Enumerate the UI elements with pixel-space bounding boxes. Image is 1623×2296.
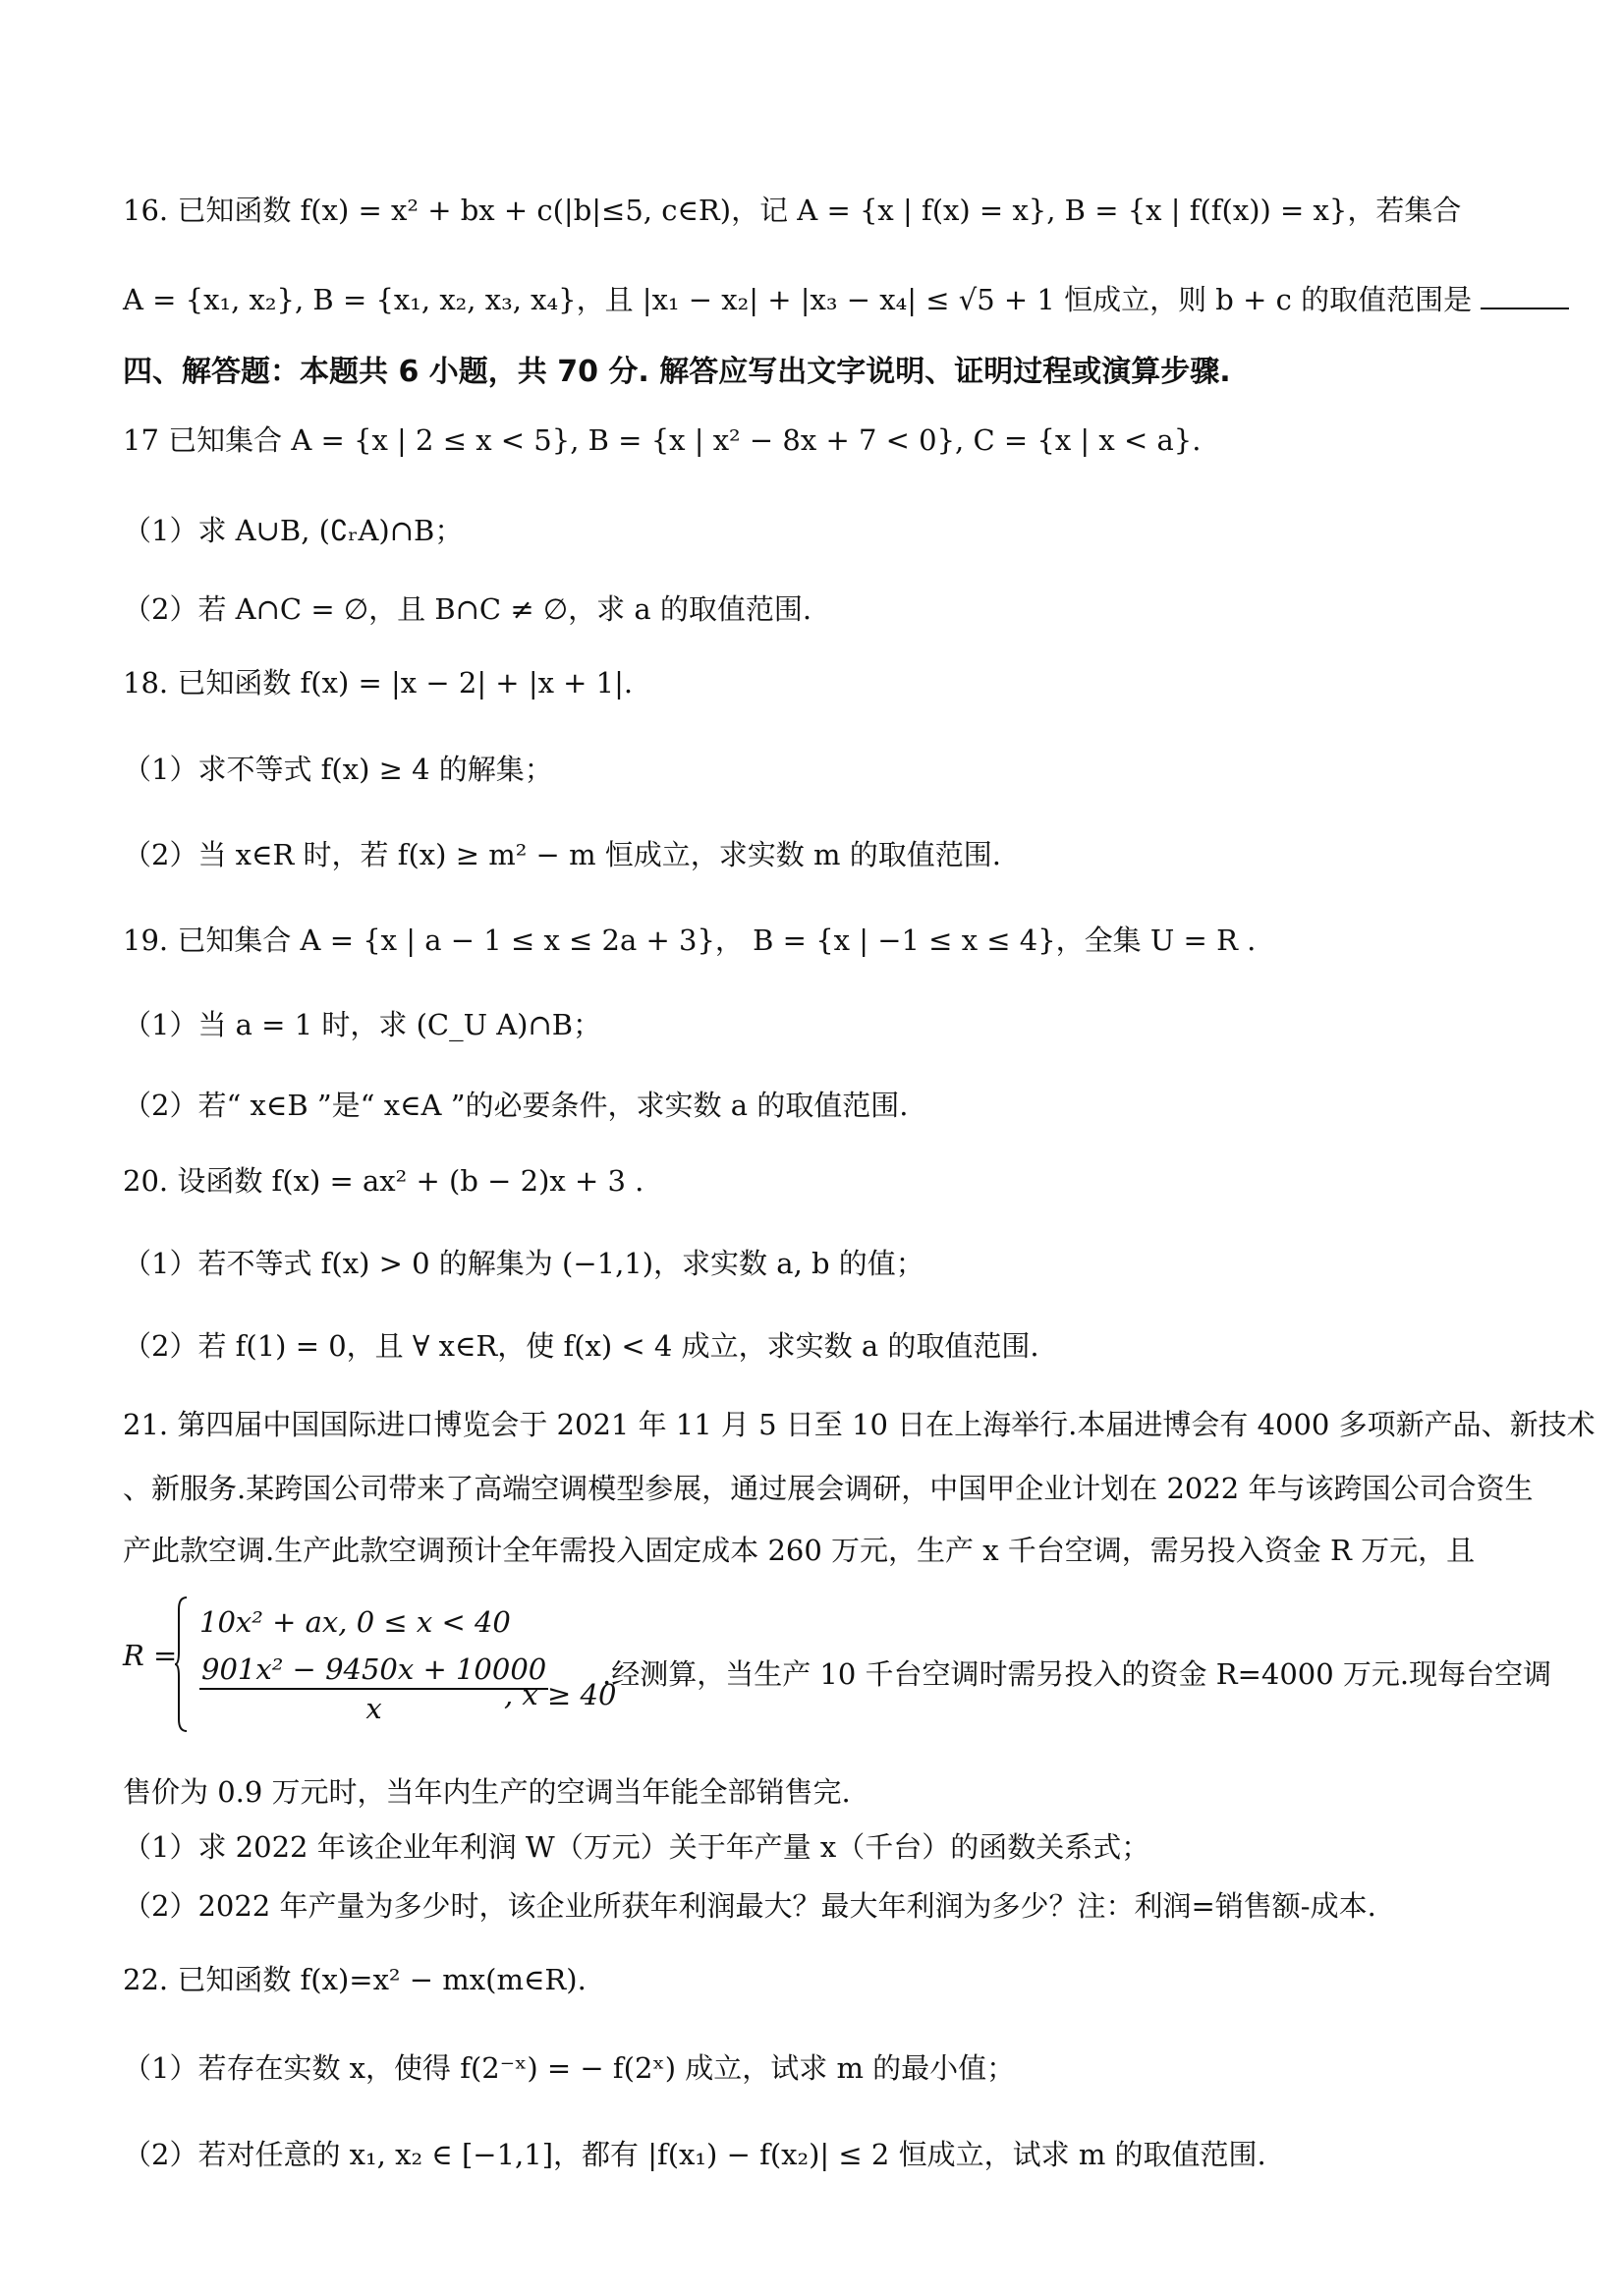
piecewise-case1: 10x² + ax, 0 ≤ x < 40 [199,1605,511,1639]
fraction-denominator: x [365,1692,382,1725]
left-brace-icon [174,1596,188,1733]
q19-part2: （2）若“ x∈B ”是“ x∈A ”的必要条件，求实数 a 的取值范围. [123,1089,909,1122]
q21-part1: （1）求 2022 年该企业年利润 W（万元）关于年产量 x（千台）的函数关系式； [123,1830,1150,1864]
fraction [199,1652,548,1725]
q21-part2: （2）2022 年产量为多少时，该企业所获年利润最大？最大年利润为多少？注：利润=销售额-成本. [123,1889,1376,1923]
q18-part2: （2）当 x∈R 时，若 f(x) ≥ m² − m 恒成立，求实数 m 的取值范围. [123,838,1001,871]
q16-line2 [123,280,1518,319]
q21-line2: 、新服务.某跨国公司带来了高端空调模型参展，通过展会调研，中国甲企业计划在 2022 年与该跨国公司合资生 [123,1472,1534,1505]
piecewise-formula [123,1592,1552,1739]
q17-part2: （2）若 A∩C = ∅，且 B∩C ≠ ∅，求 a 的取值范围. [123,592,812,626]
q22-stem: 22. 已知函数 f(x)=x² − mx(m∈R). [123,1963,587,1996]
q18-part1: （1）求不等式 f(x) ≥ 4 的解集； [123,753,553,786]
q21-line4: 售价为 0.9 万元时，当年内生产的空调当年能全部销售完. [123,1775,851,1809]
q16-line1: 16. 已知函数 f(x) = x² + bx + c(|b|≤5, c∈R)，记 A = {x | f(x) = x}, B = {x | f(f(x)) = x}，若集合 [123,194,1462,227]
q19-stem: 19. 已知集合 A = {x | a − 1 ≤ x ≤ 2a + 3}， B = {x | −1 ≤ x ≤ 4}，全集 U = R . [123,924,1257,957]
q22-part2: （2）若对任意的 x₁, x₂ ∈ [−1,1]，都有 |f(x₁) − f(x₂)| ≤ 2 恒成立，试求 m 的取值范围. [123,2138,1266,2171]
piecewise-case2-condition: , x ≥ 40 [504,1678,617,1711]
q22-part1: （1）若存在实数 x，使得 f(2⁻ˣ) = − f(2ˣ) 成立，试求 m 的最小值； [123,2051,1016,2085]
q20-part2: （2）若 f(1) = 0，且 ∀ x∈R，使 f(x) < 4 成立，求实数 a 的取值范围. [123,1329,1039,1363]
q20-part1: （1）若不等式 f(x) > 0 的解集为 (−1,1)，求实数 a, b 的值； [123,1247,924,1280]
q21-after-formula: .经测算，当生产 10 千台空调时需另投入的资金 R=4000 万元.现每台空调 [602,1657,1552,1691]
q18-stem: 18. 已知函数 f(x) = |x − 2| + |x + 1|. [123,666,634,700]
q20-stem: 20. 设函数 f(x) = ax² + (b − 2)x + 3 . [123,1164,644,1198]
q19-part1: （1）当 a = 1 时，求 (C_U A)∩B； [123,1008,602,1041]
piecewise-label: R = [123,1639,178,1672]
q16-line2-text: A = {x₁, x₂}, B = {x₁, x₂, x₃, x₄}，且 |x₁ − x₂| + |x₃ − x₄| ≤ √5 + 1 恒成立，则 b + c 的取值范围是 [123,283,1473,316]
piecewise-case2 [199,1652,548,1725]
q21-line1: 21. 第四届中国国际进口博览会于 2021 年 11 月 5 日至 10 日在上海举行.本届进博会有 4000 多项新产品、新技术 [123,1408,1595,1441]
fraction-numerator: 901x² − 9450x + 10000 [199,1652,548,1690]
answer-blank [1481,284,1569,309]
section-heading: 四、解答题：本题共 6 小题，共 70 分. 解答应写出文字说明、证明过程或演算步骤. [123,355,1231,389]
q17-part1: （1）求 A∪B, (∁ᵣA)∩B； [123,514,464,547]
q17-stem: 17 已知集合 A = {x | 2 ≤ x < 5}, B = {x | x² − 8x + 7 < 0}, C = {x | x < a}. [123,423,1202,457]
q21-line3: 产此款空调.生产此款空调预计全年需投入固定成本 260 万元，生产 x 千台空调，需另投入资金 R 万元，且 [123,1534,1476,1567]
